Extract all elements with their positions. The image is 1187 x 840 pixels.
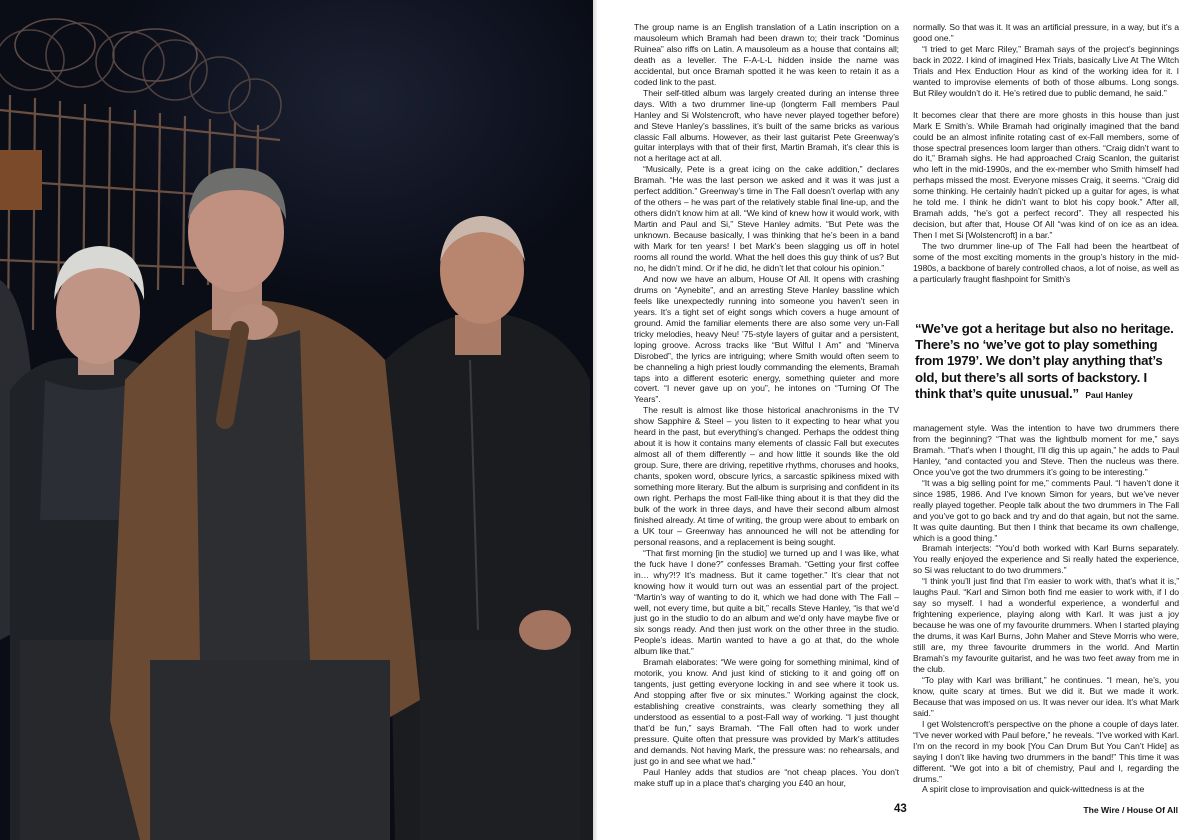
pull-quote [915, 321, 1177, 403]
person-center [110, 168, 420, 840]
paragraph: “Musically, Pete is a great icing on the cake addition,” declares Bramah. “He was the last person we asked and it was it was just a perfect addition.” Greenway’s time in The Fall doesn’t overlap with any of the others – he was part of the relatively stable final line-up, and the others didn’t know him at all. “We kind of knew how it would work, with Martin and Paul and Si,” Steve Hanley admits. “But Pete was the unknown. Because basically, I was thinking that he’s been in a band with Mark for ten years! I bet Mark’s been slagging us off in hotel rooms all round the world. What the hell does this guy think of us? But no, he didn’t mind. Or if he did, he didn’t let that colour his opinion.” [634, 164, 899, 273]
paragraph: “I think you’ll just find that I’m easier to work with, that’s what it is,” laughs Paul. “Karl and Simon both find me easier to work with, if I do say so myself. I had a wonderful experience, a wonderful and frightening experience, playing along with Karl. It was just a joy because he was one of my favourite drummers. When I started playing the drums, it was Karl Burns, John Maher and Steve Morris who were, still are, my three favourite drummers in the world. And Martin Bramah’s my favourite guitarist, and he was two feet away from me in the club. [913, 576, 1179, 674]
paragraph: Bramah interjects: “You’d both worked with Karl Burns separately. You really enjoyed the experience and Si really hated the experience, so Si was reluctant to do two drummers.” [913, 543, 1179, 576]
pull-quote-text: “We’ve got a heritage but also no heritage. There’s no ‘we’ve got to play something from 1979’. We don’t play anything that’s old, but there’s all sorts of backstory. I think that’s quite unusual.” [915, 321, 1174, 401]
paragraph: normally. So that was it. It was an artificial pressure, in a way, but it’s a good one.” [913, 22, 1179, 43]
paragraph: The result is almost like those historical anachronisms in the TV show Sapphire & Steel – you listen to it expecting to hear what you heard in the past, but everything’s changed. Perhaps the oddest thing about it is how it contains many elements of classic Fall but executes almost all of them differently – and how little it sounds like the old group. Sure, there are driving, repetitive rhythms, choruses and hooks, chants, spoken word, obscure lyrics, a sarcastic spikiness mixed with something more literary. But the album is surprising and confident in its own right. Perhaps the most Fall-like thing about it is that they did the bulk of the work in three days, and have their second album almost finished already. At time of writing, the group were about to embark on a UK tour – Greenway has announced he will not be attending for personal reasons, and a replacement is being sought. [634, 405, 899, 547]
orange-sign [0, 150, 42, 210]
paragraph: I get Wolstencroft’s perspective on the phone a couple of days later. “I’ve never worked with Paul before,” he reveals. “I’ve worked with Karl. I’m on the record in my book [You Can Drum But You Can’t Hide] as saying I don’t like having two drummers in the band!” This time it was different. “We got into a bit of chemistry, Paul and I, regarding the drums.” [913, 718, 1179, 784]
article-page [597, 0, 1187, 840]
paragraph: Bramah elaborates: “We were going for something minimal, kind of motorik, you know. And just kind of sticking to it and going off on tangents, just getting everyone locking in and see where it took us. And stopping after five or six minutes.” Working against the clock, establishing creative constraints, was clearly something they all understood as essential to a post-Fall way of working. “I just thought that’d be fun,” says Bramah. “The Fall often had to work under pressure. Quite often that pressure was provided by Mark’s attitudes and demands. Not having Mark, the pressure was: no rehearsals, and just go in and see what we had.” [634, 657, 899, 766]
pull-quote-attribution: Paul Hanley [1085, 389, 1133, 400]
page-number: 43 [894, 803, 907, 815]
paragraph: The two drummer line-up of The Fall had been the heartbeat of some of the most exciting moments in the group’s history in the mid-1980s, a backbone of barely controlled chaos, a lot of noise, as well as a particularly fraught flashpoint for Smith’s [913, 241, 1179, 284]
paragraph: A spirit close to improvisation and quick-wittedness is at the [922, 784, 1145, 795]
paragraph: And now we have an album, House Of All. It opens with crashing drums on “Aynebite”, and an arresting Steve Hanley bassline which feels like unexpectedly running into someone you haven’t seen in years. It’s a tight set of eight songs which covers a huge amount of ground. Amid the familiar elements there are also some very un-Fall tricky melodies, heavy Neu! ’75-style layers of guitar and a persistent, loping groove. Across tracks like “But Wilful I Am” and “Minerva Disrobed”, the lyrics are intriguing; where Smith would often seem to be channeling a high priest loudly commanding the elements, Bramah taps into a different esoteric energy, something quieter and more covert. “I never gave up on you”, he intones on “Turning Of The Years”. [634, 273, 899, 405]
paragraph: management style. Was the intention to have two drummers there from the beginning? “That was the lightbulb moment for me,” says Bramah. “That’s when I thought, I’ll dig this up again,” he adds to Paul Hanley, “and contacted you and Steve. Then the nucleus was there. Once you’ve got the two drummers it’s going to be interesting.” [913, 423, 1179, 477]
paragraph: It becomes clear that there are more ghosts in this house than just Mark E Smith’s. While Bramah had originally imagined that the band could be an almost infinite rotating cast of ex-Fall members, some of those spectral presences loom larger than others. “Craig didn’t want to do it,” Bramah sighs. He had approached Craig Scanlon, the guitarist who left in the mid-1990s, and the ex-member who Smith himself had perhaps missed the most. Everyone misses Craig, it seems. “Craig did some thinking. He certainly hadn’t picked up a guitar for ages, is what he told me. I think he didn’t want to blot his copy book.” After all, Bramah adds, “he’s got a perfect record”. They all respected his decision, but after that, House Of All “was kind of on ice as an idea. Then I met Si [Wolstencroft] in a bar.” [913, 109, 1179, 241]
paragraph: Paul Hanley adds that studios are “not cheap places. You don’t make stuff up in a place that’s charging you £40 an hour, [634, 766, 899, 788]
band-photo [0, 0, 593, 840]
running-footer: The Wire / House Of All [1083, 805, 1178, 815]
paragraph: The group name is an English translation of a Latin inscription on a mausoleum which Bramah had been drawn to; their track “Dominus Ruinea” also riffs on Latin. A mausoleum as a house that contains all; death as a leveller. The F-A-L-L hidden inside the name was accidental, but once Bramah spotted it he was keen to retain it as a coded link to the past. [634, 22, 899, 87]
article-column-right-lower [913, 423, 1179, 795]
paragraph: Their self-titled album was largely created during an intense three days. With a two drummer line-up (longterm Fall members Paul Hanley and Si Wolstencroft, who have never played together before) and Steve Hanley’s basslines, it’s built of the same bricks as various classic Fall albums. However, as their last guitarist Pete Greenway’s guitar interplays with that of their first, Martin Bramah, it’s clear this is not a heritage act at all. [634, 87, 899, 164]
paragraph: “I tried to get Marc Riley,” Bramah says of the project’s beginnings back in 2022. I kind of imagined Hex Trials, basically Live At The Witch Trials and Hex Enduction Hour as kind of the working idea for it. I wanted to improvise elements of both of those albums. Long songs. But Riley wouldn’t do it. He’s retired due to public demand, he said.” [913, 43, 1179, 98]
paragraph: “It was a big selling point for me,” comments Paul. “I haven’t done it since 1985, 1986. And I’ve known Simon for years, but we’ve never really played together. People talk about the two drummers in The Fall and you’ve got to go back and try and do that again, but not the same. It was quite daunting. But then I think that became its own challenge, which is a good thing.” [913, 477, 1179, 543]
person-right [385, 216, 593, 840]
band-photo-illustration [0, 0, 593, 840]
article-column-left [634, 22, 899, 789]
paragraph: “To play with Karl was brilliant,” he continues. “I mean, he’s, you know, quite scary at times. But we did it. But we made it work. Because that was imposed on us. It was never our idea. It’s what Mark said.” [913, 674, 1179, 718]
paragraph: “That first morning [in the studio] we turned up and I was like, what the fuck have I done?” confesses Bramah. “Getting your first coffee in… why?!? It’s madness. But it came together.” It’s clear that not knowing how it would turn out was an essential part of the project. “Martin’s way of wanting to do it, which we had done with The Fall – well, not every time, but quite a bit,” recalls Steve Hanley, “is that we’d just go in the studio to do an album and we’d only have maybe five or six songs ready. And then just work on the other three in the studio. People’s ideas. Martin wanted to have a go at that, do the whole album like that.” [634, 547, 899, 657]
